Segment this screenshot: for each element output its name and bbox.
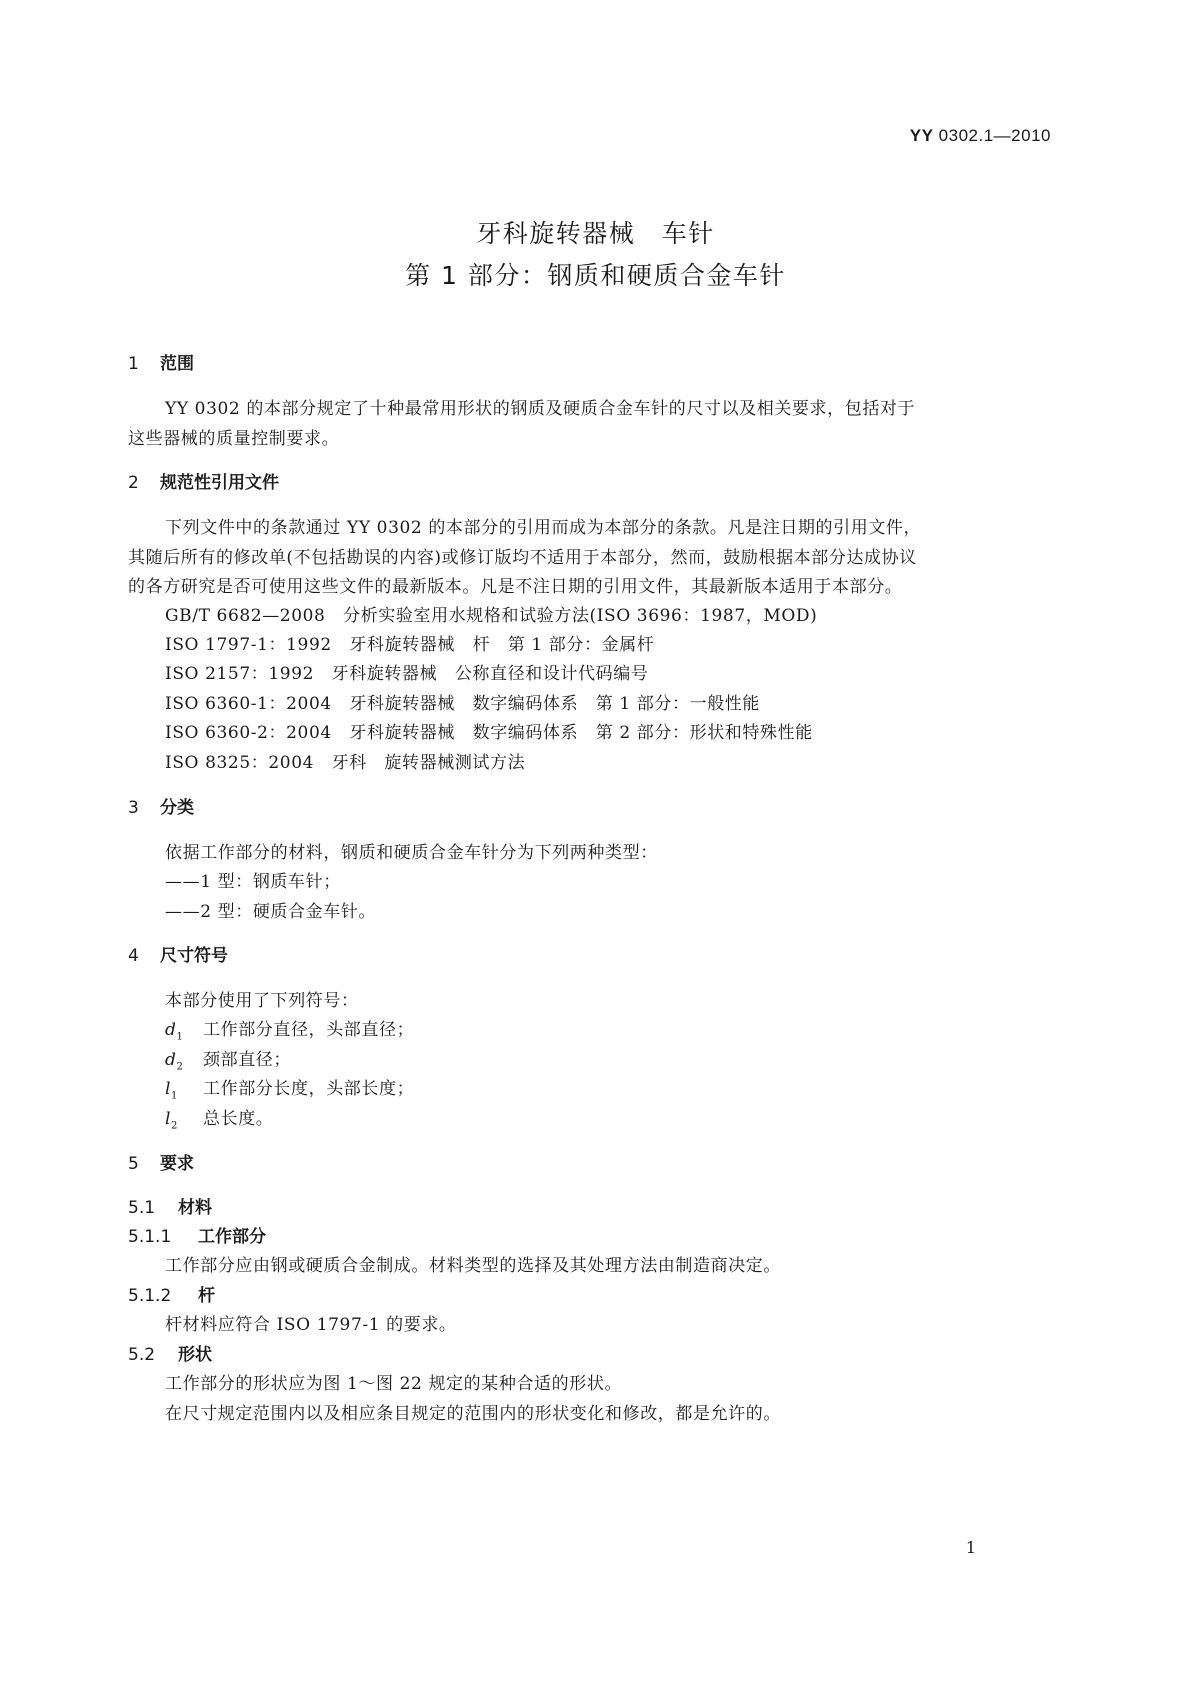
document-prefix: YY	[909, 126, 934, 145]
symbol: $l_1$	[165, 1079, 179, 1102]
section-3-heading	[128, 793, 194, 818]
title-line-1: 牙科旋转器械 车针	[476, 219, 715, 248]
symbol-definition	[165, 1015, 414, 1042]
paragraph: 下列文件中的条款通过 YY 0302 的本部分的引用而成为本部分的条款。凡是注日期的引用文件，	[165, 518, 922, 538]
title-line-2: 第 1 部分：钢质和硬质合金车针	[405, 261, 786, 290]
paragraph: 这些器械的质量控制要求。	[128, 429, 340, 449]
section-number: 5.1.1	[128, 1227, 172, 1247]
section-number: 4	[128, 946, 139, 966]
reference-item: ISO 6360-1：2004 牙科旋转器械 数字编码体系 第 1 部分：一般性能	[165, 694, 761, 714]
symbol-definition	[165, 1104, 273, 1131]
section-number: 5	[128, 1154, 139, 1174]
section-5-heading	[128, 1149, 194, 1174]
section-title: 形状	[178, 1345, 212, 1365]
section-title: 工作部分	[198, 1227, 266, 1247]
page-number: 1	[965, 1538, 976, 1557]
document-number	[910, 126, 1051, 146]
section-title: 要求	[160, 1154, 194, 1174]
reference-item: ISO 8325：2004 牙科 旋转器械测试方法	[165, 753, 526, 773]
paragraph: 杆材料应符合 ISO 1797-1 的要求。	[165, 1315, 457, 1335]
section-title: 规范性引用文件	[160, 473, 279, 493]
paragraph: 在尺寸规定范围内以及相应条目规定的范围内的形状变化和修改，都是允许的。	[165, 1404, 781, 1424]
symbol: $l_2$	[165, 1109, 179, 1132]
section-2-heading	[128, 468, 279, 493]
section-number: 3	[128, 798, 139, 818]
paragraph: YY 0302 的本部分规定了十种最常用形状的钢质及硬质合金车针的尺寸以及相关要求，包括对于	[165, 399, 916, 419]
reference-item: GB/T 6682—2008 分析实验室用水规格和试验方法(ISO 3696：1987，MOD)	[165, 606, 818, 626]
subsection-5-1-heading	[128, 1193, 212, 1218]
symbol: $d_1$	[165, 1020, 184, 1043]
reference-item: ISO 2157：1992 牙科旋转器械 公称直径和设计代码编号	[165, 664, 649, 684]
symbol-definition	[165, 1045, 291, 1072]
symbol-definition	[165, 1074, 414, 1101]
paragraph: 的各方研究是否可使用这些文件的最新版本。凡是不注日期的引用文件，其最新版本适用于本部分。	[128, 577, 903, 597]
reference-item: ISO 6360-2：2004 牙科旋转器械 数字编码体系 第 2 部分：形状和特殊性能	[165, 723, 813, 743]
subsection-5-1-2-heading	[128, 1281, 215, 1306]
list-item: ——1 型：钢质车针；	[165, 872, 341, 892]
section-1-heading	[128, 349, 194, 374]
paragraph: 依据工作部分的材料，钢质和硬质合金车针分为下列两种类型：	[165, 843, 658, 863]
section-number: 2	[128, 473, 139, 493]
symbol-meaning: 工作部分直径，头部直径；	[203, 1020, 415, 1040]
reference-item: ISO 1797-1：1992 牙科旋转器械 杆 第 1 部分：金属杆	[165, 635, 655, 655]
section-title: 分类	[160, 798, 194, 818]
paragraph: 工作部分的形状应为图 1～图 22 规定的某种合适的形状。	[165, 1374, 623, 1394]
paragraph: 工作部分应由钢或硬质合金制成。材料类型的选择及其处理方法由制造商决定。	[165, 1256, 781, 1276]
section-number: 5.1	[128, 1198, 156, 1218]
section-number: 1	[128, 354, 139, 374]
section-title: 范围	[160, 354, 194, 374]
subsection-5-1-1-heading	[128, 1222, 266, 1247]
section-title: 杆	[198, 1286, 215, 1306]
paragraph: 其随后所有的修改单(不包括勘误的内容)或修订版均不适用于本部分，然而，鼓励根据本部分达成协议	[128, 548, 917, 568]
symbol: $d_2$	[165, 1050, 184, 1073]
subsection-5-2-heading	[128, 1340, 212, 1365]
section-title: 尺寸符号	[160, 946, 228, 966]
section-title: 材料	[178, 1198, 212, 1218]
section-4-heading	[128, 941, 228, 966]
symbol-meaning: 总长度。	[203, 1109, 274, 1129]
list-item: ——2 型：硬质合金车针。	[165, 902, 377, 922]
symbol-meaning: 颈部直径；	[203, 1050, 291, 1070]
document-code: 0302.1—2010	[938, 126, 1051, 145]
section-number: 5.2	[128, 1345, 156, 1365]
paragraph: 本部分使用了下列符号：	[165, 991, 359, 1011]
section-number: 5.1.2	[128, 1286, 172, 1306]
symbol-meaning: 工作部分长度，头部长度；	[203, 1079, 415, 1099]
